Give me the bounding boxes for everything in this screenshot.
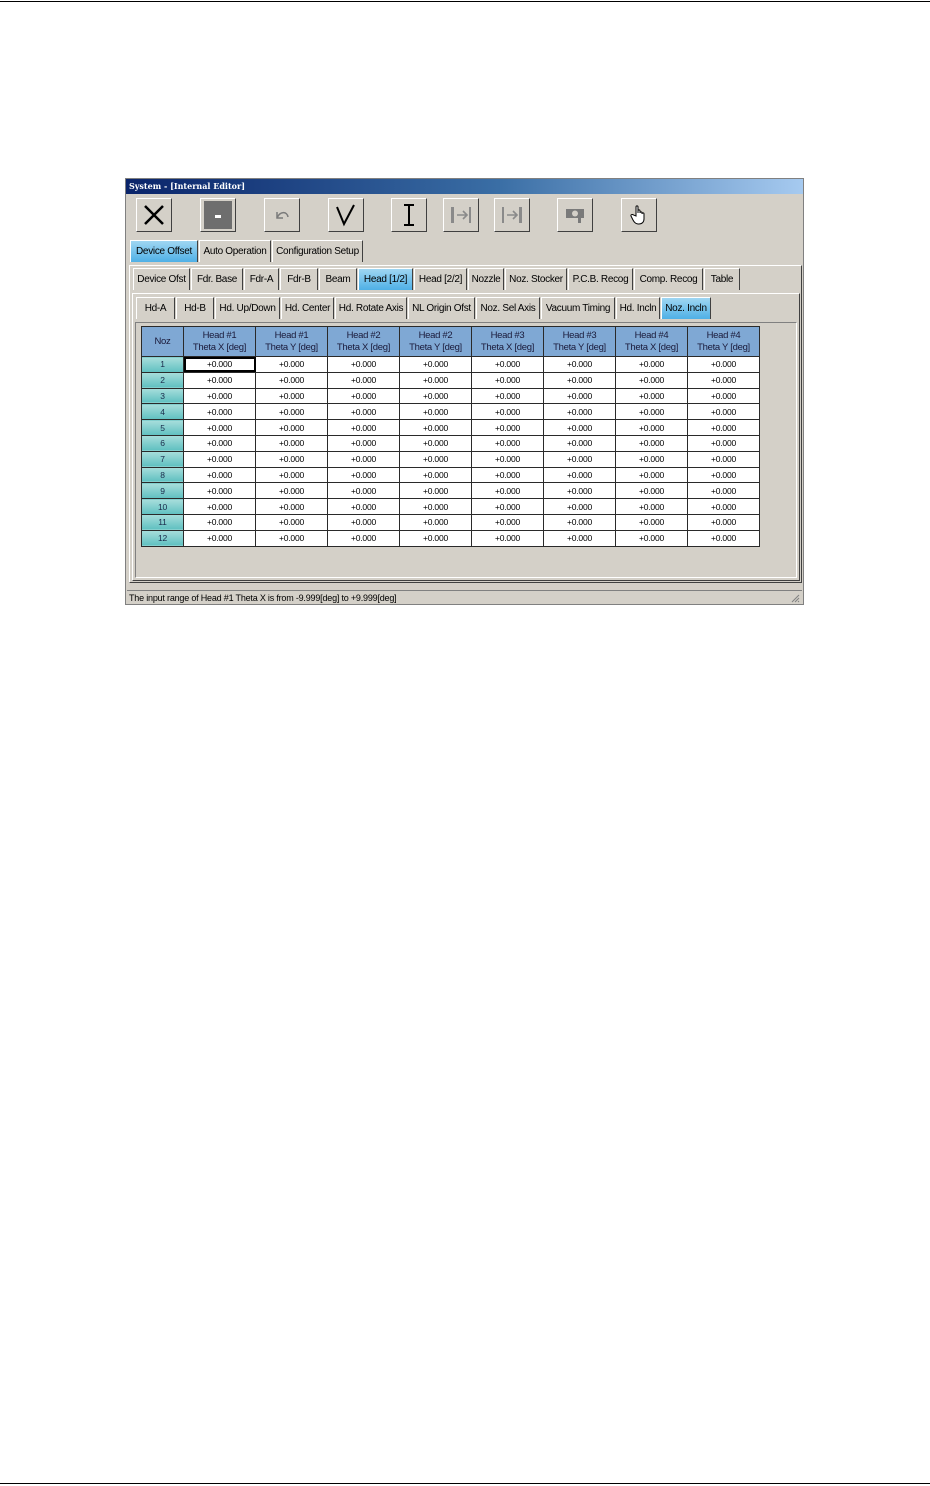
value-cell[interactable]: +0.000 [616, 483, 688, 499]
value-cell[interactable]: +0.000 [400, 404, 472, 420]
column-header [472, 327, 544, 357]
value-cell[interactable]: +0.000 [616, 451, 688, 467]
value-cell[interactable]: +0.000 [544, 451, 616, 467]
value-cell[interactable]: +0.000 [472, 530, 544, 546]
column-header-line1: Head #3 [490, 329, 525, 341]
tab-table[interactable]: Table [704, 268, 740, 290]
tab-hd-rotate-axis[interactable]: Hd. Rotate Axis [335, 297, 407, 319]
column-header-line1: Head #2 [418, 329, 453, 341]
value-cell[interactable]: +0.000 [616, 357, 688, 373]
tab-nozzle[interactable]: Nozzle [468, 268, 504, 290]
value-cell[interactable]: +0.000 [184, 435, 256, 451]
value-cell[interactable]: +0.000 [544, 388, 616, 404]
value-cell[interactable]: +0.000 [328, 499, 400, 515]
table-row [142, 404, 760, 420]
value-cell[interactable]: +0.000 [688, 530, 760, 546]
value-cell[interactable]: +0.000 [616, 388, 688, 404]
value-cell[interactable]: +0.000 [256, 420, 328, 436]
tab-head-1-2[interactable]: Head [1/2] [358, 268, 413, 290]
row-header-noz[interactable]: 2 [142, 372, 184, 388]
value-cell[interactable]: +0.000 [688, 499, 760, 515]
tab-vacuum-timing[interactable]: Vacuum Timing [541, 297, 615, 319]
column-header-line2: Theta X [deg] [336, 341, 391, 353]
tab-device-ofst[interactable]: Device Ofst [133, 268, 190, 290]
confirm-button[interactable] [328, 198, 364, 232]
value-cell[interactable]: +0.000 [688, 357, 760, 373]
tab-auto-operation[interactable]: Auto Operation [199, 240, 271, 262]
value-cell[interactable]: +0.000 [256, 451, 328, 467]
value-cell[interactable]: +0.000 [328, 514, 400, 530]
table-body [142, 357, 760, 547]
table-row [142, 499, 760, 515]
value-cell[interactable]: +0.000 [400, 530, 472, 546]
value-cell[interactable]: +0.000 [400, 483, 472, 499]
tab-noz-sel-axis[interactable]: Noz. Sel Axis [476, 297, 540, 319]
column-header-line1: Head #4 [634, 329, 669, 341]
value-cell[interactable]: +0.000 [184, 467, 256, 483]
row-header-noz[interactable]: 5 [142, 420, 184, 436]
text-cursor-icon [401, 202, 417, 228]
value-cell[interactable]: +0.000 [472, 372, 544, 388]
value-cell[interactable]: +0.000 [544, 420, 616, 436]
value-cell[interactable]: +0.000 [256, 530, 328, 546]
value-cell[interactable]: +0.000 [256, 357, 328, 373]
toolbar [127, 195, 802, 236]
tab-beam[interactable]: Beam [319, 268, 357, 290]
detail-tab-row [136, 297, 796, 319]
table-row [142, 451, 760, 467]
tab-fdr-b[interactable]: Fdr-B [280, 268, 318, 290]
value-cell[interactable]: +0.000 [400, 514, 472, 530]
value-cell[interactable]: +0.000 [328, 357, 400, 373]
value-cell[interactable]: +0.000 [472, 451, 544, 467]
table-header-row [142, 327, 760, 357]
value-cell[interactable]: +0.000 [544, 357, 616, 373]
value-cell[interactable]: +0.000 [184, 420, 256, 436]
value-cell[interactable]: +0.000 [184, 357, 256, 373]
value-cell[interactable]: +0.000 [472, 404, 544, 420]
table-row [142, 357, 760, 373]
value-cell[interactable]: +0.000 [328, 451, 400, 467]
table-row [142, 388, 760, 404]
value-cell[interactable]: +0.000 [544, 483, 616, 499]
value-cell[interactable]: +0.000 [688, 372, 760, 388]
close-button[interactable] [136, 198, 172, 232]
value-cell[interactable]: +0.000 [472, 514, 544, 530]
value-cell[interactable]: +0.000 [472, 420, 544, 436]
row-header-noz[interactable]: 8 [142, 467, 184, 483]
value-cell[interactable]: +0.000 [616, 435, 688, 451]
value-cell[interactable]: +0.000 [256, 435, 328, 451]
value-cell[interactable]: +0.000 [256, 483, 328, 499]
minimize-icon [203, 200, 233, 230]
value-cell[interactable]: +0.000 [328, 483, 400, 499]
value-cell[interactable]: +0.000 [328, 372, 400, 388]
table-row [142, 467, 760, 483]
minimize-button[interactable] [200, 198, 236, 232]
table-row [142, 483, 760, 499]
value-cell[interactable]: +0.000 [544, 499, 616, 515]
value-cell[interactable]: +0.000 [400, 499, 472, 515]
tab-hd-a[interactable]: Hd-A [136, 297, 175, 319]
column-header-noz: Noz [142, 327, 184, 357]
tab-hd-incln[interactable]: Hd. Incln [616, 297, 660, 319]
value-cell[interactable]: +0.000 [400, 372, 472, 388]
column-header-line2: Theta Y [deg] [265, 341, 318, 353]
tab-head-2-2[interactable]: Head [2/2] [414, 268, 467, 290]
tab-hd-b[interactable]: Hd-B [176, 297, 214, 319]
value-cell[interactable]: +0.000 [472, 499, 544, 515]
row-header-noz[interactable]: 12 [142, 530, 184, 546]
row-header-noz[interactable]: 10 [142, 499, 184, 515]
value-cell[interactable]: +0.000 [688, 467, 760, 483]
value-cell[interactable]: +0.000 [184, 514, 256, 530]
table-row [142, 514, 760, 530]
value-cell[interactable]: +0.000 [400, 451, 472, 467]
value-cell[interactable]: +0.000 [544, 514, 616, 530]
table-row [142, 435, 760, 451]
value-cell[interactable]: +0.000 [616, 514, 688, 530]
import-icon [449, 204, 473, 226]
value-cell[interactable]: +0.000 [472, 435, 544, 451]
tab-pcb-recog[interactable]: P.C.B. Recog [568, 268, 633, 290]
tab-nl-origin-ofst[interactable]: NL Origin Ofst [408, 297, 475, 319]
undo-button[interactable] [264, 198, 300, 232]
value-cell[interactable]: +0.000 [544, 435, 616, 451]
column-header [616, 327, 688, 357]
value-cell[interactable]: +0.000 [544, 372, 616, 388]
sensor-button[interactable] [557, 198, 593, 232]
value-cell[interactable]: +0.000 [544, 404, 616, 420]
column-header [400, 327, 472, 357]
undo-icon [272, 205, 292, 225]
value-cell[interactable]: +0.000 [328, 388, 400, 404]
column-header [544, 327, 616, 357]
value-cell[interactable]: +0.000 [400, 420, 472, 436]
tab-hd-up-down[interactable]: Hd. Up/Down [215, 297, 280, 319]
check-icon [334, 202, 358, 228]
page-top-rule [0, 1, 930, 2]
value-cell[interactable]: +0.000 [616, 372, 688, 388]
internal-editor-window [125, 178, 804, 605]
table-row [142, 372, 760, 388]
export-button[interactable] [494, 198, 530, 232]
value-cell[interactable]: +0.000 [400, 467, 472, 483]
row-header-noz[interactable]: 3 [142, 388, 184, 404]
row-header-noz[interactable]: 6 [142, 435, 184, 451]
tab-noz-incln[interactable]: Noz. Incln [661, 297, 711, 319]
column-header-line1: Head #1 [274, 329, 309, 341]
value-cell[interactable]: +0.000 [328, 404, 400, 420]
column-header [184, 327, 256, 357]
value-cell[interactable]: +0.000 [688, 514, 760, 530]
tab-noz-stocker[interactable]: Noz. Stocker [505, 268, 567, 290]
sensor-icon [562, 204, 588, 226]
value-cell[interactable]: +0.000 [256, 467, 328, 483]
status-bar [127, 590, 802, 604]
value-cell[interactable]: +0.000 [544, 467, 616, 483]
table-row [142, 420, 760, 436]
column-header-line2: Theta X [deg] [624, 341, 679, 353]
column-header-line2: Theta Y [deg] [409, 341, 462, 353]
column-header-line1: Head #3 [562, 329, 597, 341]
value-cell[interactable]: +0.000 [472, 467, 544, 483]
column-header [328, 327, 400, 357]
close-icon [141, 202, 167, 228]
value-cell[interactable]: +0.000 [328, 420, 400, 436]
value-cell[interactable]: +0.000 [616, 420, 688, 436]
value-cell[interactable]: +0.000 [472, 388, 544, 404]
value-cell[interactable]: +0.000 [184, 372, 256, 388]
value-cell[interactable]: +0.000 [184, 530, 256, 546]
row-header-noz[interactable]: 11 [142, 514, 184, 530]
value-cell[interactable]: +0.000 [184, 388, 256, 404]
resize-grip-icon[interactable] [791, 594, 800, 603]
tab-fdr-base[interactable]: Fdr. Base [191, 268, 243, 290]
page-bottom-rule [0, 1483, 930, 1484]
row-header-noz[interactable]: 7 [142, 451, 184, 467]
sub-tab-row [133, 268, 798, 290]
value-cell[interactable]: +0.000 [616, 499, 688, 515]
value-cell[interactable]: +0.000 [256, 388, 328, 404]
value-cell[interactable]: +0.000 [328, 467, 400, 483]
value-cell[interactable]: +0.000 [688, 404, 760, 420]
value-cell[interactable]: +0.000 [184, 483, 256, 499]
column-header [256, 327, 328, 357]
tab-fdr-a[interactable]: Fdr-A [244, 268, 279, 290]
value-cell[interactable]: +0.000 [256, 499, 328, 515]
hand-button[interactable] [621, 198, 657, 232]
value-cell[interactable]: +0.000 [688, 483, 760, 499]
main-tab-row [130, 240, 800, 262]
value-cell[interactable]: +0.000 [616, 404, 688, 420]
value-cell[interactable]: +0.000 [256, 372, 328, 388]
value-cell[interactable]: +0.000 [472, 357, 544, 373]
value-cell[interactable]: +0.000 [472, 483, 544, 499]
value-cell[interactable]: +0.000 [400, 435, 472, 451]
value-cell[interactable]: +0.000 [184, 404, 256, 420]
tab-hd-center[interactable]: Hd. Center [281, 297, 334, 319]
nozzle-inclination-grid-area [139, 325, 791, 577]
row-header-noz[interactable]: 1 [142, 357, 184, 373]
tab-device-offset[interactable]: Device Offset [130, 240, 198, 262]
export-icon [500, 204, 524, 226]
column-header-line2: Theta Y [deg] [697, 341, 750, 353]
value-cell[interactable]: +0.000 [616, 530, 688, 546]
status-text: The input range of Head #1 Theta X is from -9.999[deg] to +9.999[deg] [129, 593, 397, 603]
column-header-line2: Theta X [deg] [192, 341, 247, 353]
value-cell[interactable]: +0.000 [544, 530, 616, 546]
import-button[interactable] [443, 198, 479, 232]
value-cell[interactable]: +0.000 [328, 530, 400, 546]
table-row [142, 530, 760, 546]
value-cell[interactable]: +0.000 [400, 388, 472, 404]
value-cell[interactable]: +0.000 [688, 451, 760, 467]
value-cell[interactable]: +0.000 [688, 420, 760, 436]
column-header-line2: Theta Y [deg] [553, 341, 606, 353]
value-cell[interactable]: +0.000 [688, 435, 760, 451]
value-cell[interactable]: +0.000 [256, 514, 328, 530]
column-header-line1: Head #1 [202, 329, 237, 341]
column-header-line2: Theta X [deg] [480, 341, 535, 353]
value-cell[interactable]: +0.000 [256, 404, 328, 420]
tab-configuration-setup[interactable]: Configuration Setup [272, 240, 363, 262]
column-header-line1: Head #2 [346, 329, 381, 341]
column-header [688, 327, 760, 357]
hand-icon [629, 204, 649, 226]
value-cell[interactable]: +0.000 [328, 435, 400, 451]
window-title: System - [Internal Editor] [126, 179, 803, 194]
nozzle-inclination-table [141, 326, 760, 547]
value-cell[interactable]: +0.000 [184, 451, 256, 467]
text-cursor-button[interactable] [391, 198, 427, 232]
row-header-noz[interactable]: 9 [142, 483, 184, 499]
value-cell[interactable]: +0.000 [616, 467, 688, 483]
tab-comp-recog[interactable]: Comp. Recog [634, 268, 703, 290]
value-cell[interactable]: +0.000 [688, 388, 760, 404]
value-cell[interactable]: +0.000 [400, 357, 472, 373]
row-header-noz[interactable]: 4 [142, 404, 184, 420]
value-cell[interactable]: +0.000 [184, 499, 256, 515]
column-header-line1: Head #4 [706, 329, 741, 341]
